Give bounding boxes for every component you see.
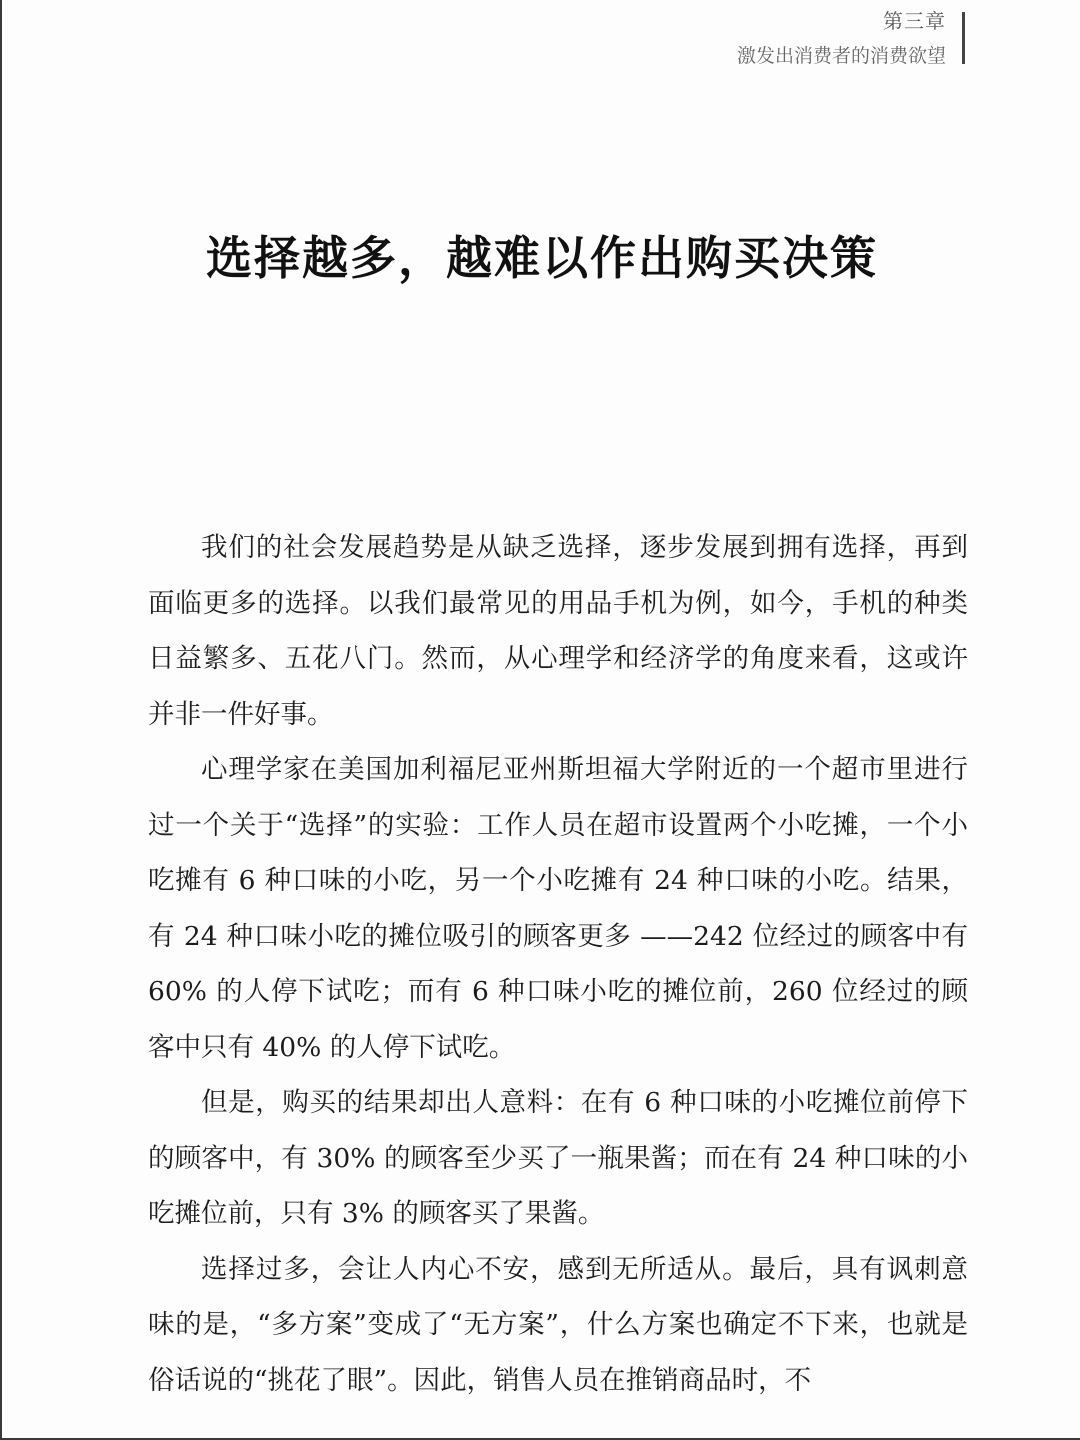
paragraph: 心理学家在美国加利福尼亚州斯坦福大学附近的一个超市里进行过一个关于“选择”的实验：工作人员在超市设置两个小吃摊，一个小吃摊有 6 种口味的小吃，另一个小吃摊有 24 种口味的小吃。结果，有 24 种口味小吃的摊位吸引的顾客更多 ——242 位经过的顾客中有 60% 的人停下试吃；而有 6 种口味小吃的摊位前，260 位经过的顾客中只有 40% 的人停下试吃。 [148,754,968,1063]
header-divider [962,12,965,64]
paragraph: 但是，购买的结果却出人意料：在有 6 种口味的小吃摊位前停下的顾客中，有 30% 的顾客至少买了一瓶果酱；而在有 24 种口味的小吃摊位前，只有 3% 的顾客买了果酱。 [148,1087,968,1229]
section-label: 激发出消费者的消费欲望 [736,45,946,67]
body-text [148,520,968,1408]
running-header [737,8,946,70]
chapter-label: 第三章 [883,9,946,33]
paragraph: 选择过多，会让人内心不安，感到无所适从。最后，具有讽刺意味的是，“多方案”变成了“无方案”，什么方案也确定不下来，也就是俗话说的“挑花了眼”。因此，销售人员在推销商品时，不 [148,1253,968,1396]
paragraph: 我们的社会发展趋势是从缺乏选择，逐步发展到拥有选择，再到面临更多的选择。以我们最常见的用品手机为例，如今，手机的种类日益繁多、五花八门。然而，从心理学和经济学的角度来看，这或许并非一件好事。 [148,532,968,730]
page-title: 选择越多，越难以作出购买决策 [206,231,878,285]
